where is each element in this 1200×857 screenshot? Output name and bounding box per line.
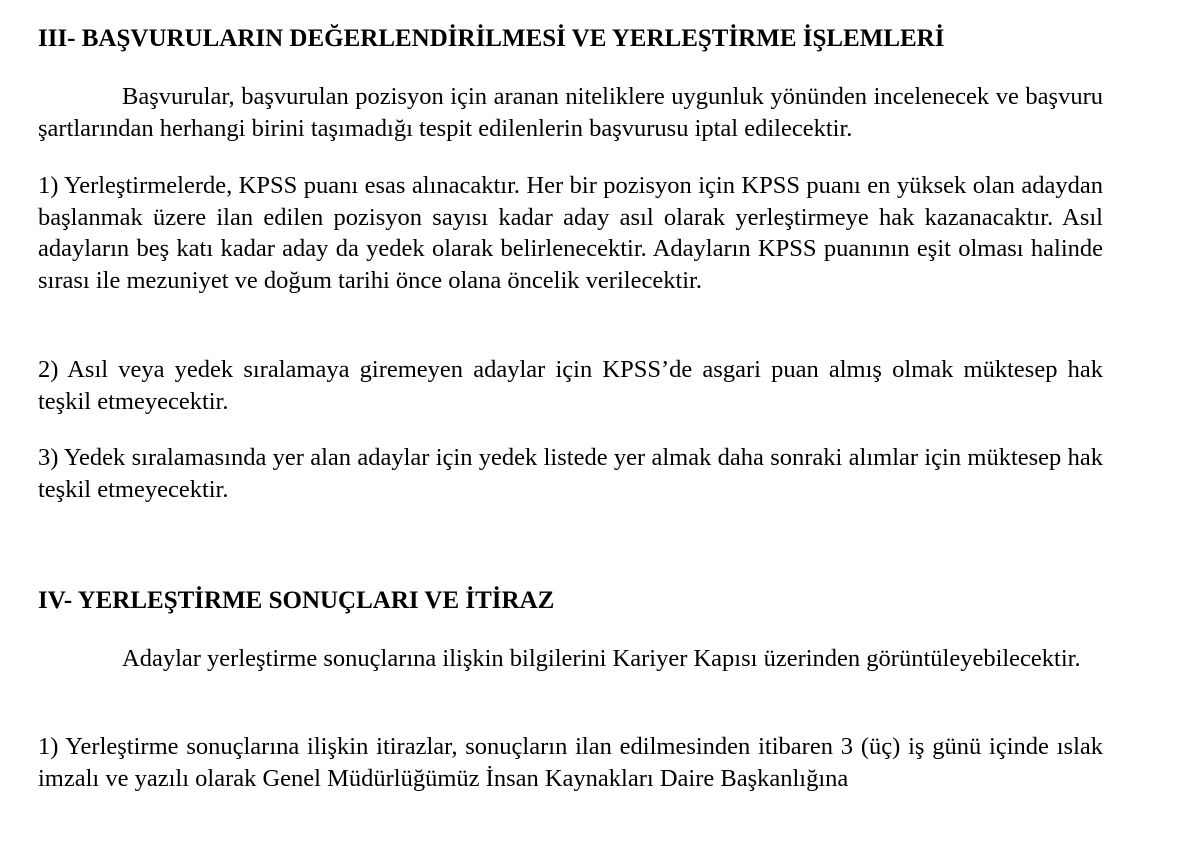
section-3-heading: III- BAŞVURULARIN DEĞERLENDİRİLMESİ VE YERLEŞTİRME İŞLEMLERİ (38, 25, 945, 52)
section-3-item-1: 1) Yerleştirmelerde, KPSS puanı esas alınacaktır. Her bir pozisyon için KPSS puanı en yüksek olan adaydan başlanmak üzere ilan edilen pozisyon sayısı kadar aday asıl olarak yerleştirmeye hak kazanacaktır. Asıl adayların beş katı kadar aday da yedek olarak belirlenecektir. Adayların KPSS puanının eşit olması halinde sırası ile mezuniyet ve doğum tarihi önce olana öncelik verilecektir. (38, 172, 1103, 294)
section-3-item-2: 2) Asıl veya yedek sıralamaya giremeyen adaylar için KPSS’de asgari puan almış olmak müktesep hak teşkil etmeyecektir. (38, 356, 1103, 415)
section-3-item-3: 3) Yedek sıralamasında yer alan adaylar için yedek listede yer almak daha sonraki alımlar için müktesep hak teşkil etmeyecektir. (38, 444, 1103, 503)
section-3-intro-paragraph: Başvurular, başvurulan pozisyon için aranan niteliklere uygunluk yönünden incelenecek ve başvuru şartlarından herhangi birini taşımadığı tespit edilenlerin başvurusu iptal edilecektir. (38, 83, 1103, 142)
section-4-item-1: 1) Yerleştirme sonuçlarına ilişkin itirazlar, sonuçların ilan edilmesinden itibaren 3 (üç) iş günü içinde ıslak imzalı ve yazılı olarak Genel Müdürlüğümüz İnsan Kaynakları Daire Başkanlığına (38, 733, 1103, 792)
section-4-heading: IV- YERLEŞTİRME SONUÇLARI VE İTİRAZ (38, 587, 555, 614)
section-4-intro-paragraph: Adaylar yerleştirme sonuçlarına ilişkin bilgilerini Kariyer Kapısı üzerinden görüntüleyebilecektir. (122, 645, 1081, 672)
